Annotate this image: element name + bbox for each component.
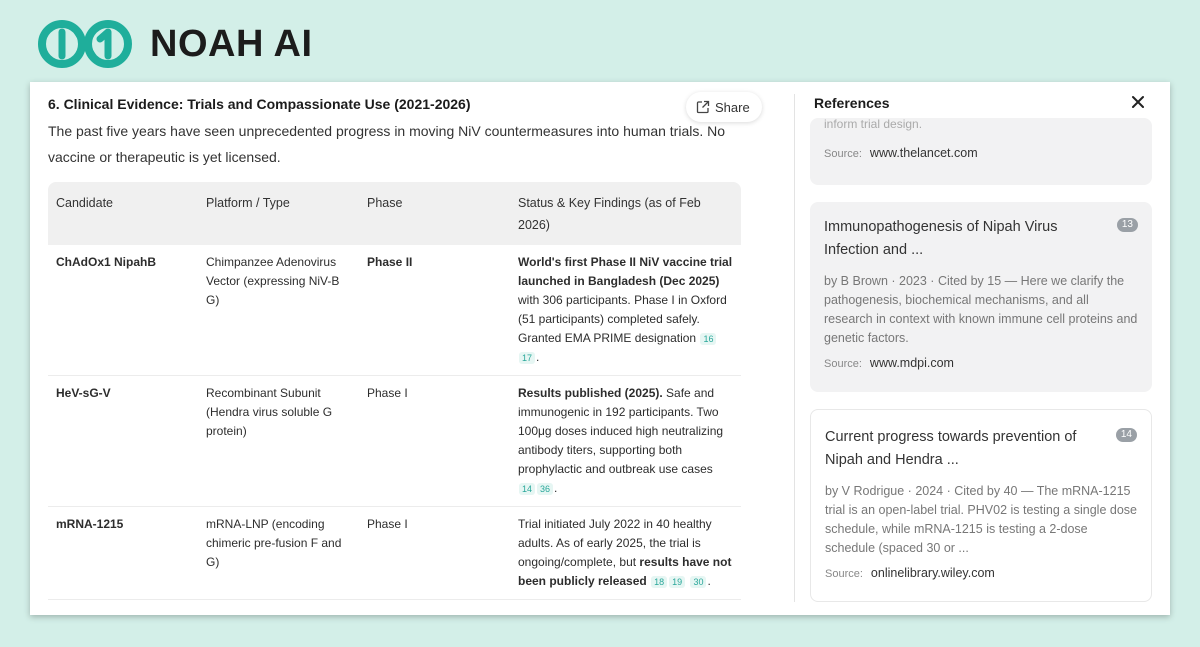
status-text: with 306 participants. Phase I in Oxford (51 participants) completed safely. Granted EMA PRIME designation <box>518 293 727 345</box>
header-candidate: Candidate <box>48 182 198 245</box>
share-icon <box>696 100 710 114</box>
header-phase: Phase <box>359 182 510 245</box>
status-end: . <box>536 350 540 364</box>
table-row <box>48 376 741 507</box>
citation-badge[interactable]: 14 <box>519 483 535 495</box>
reference-source <box>824 356 1138 370</box>
platform-cell: mRNA-LNP (encoding chimeric pre-fusion F and G) <box>198 507 359 600</box>
reference-number: 13 <box>1117 218 1138 232</box>
section-title: 6. Clinical Evidence: Trials and Compassionate Use (2021-2026) <box>48 96 471 112</box>
brand-name: NOAH AI <box>150 22 313 65</box>
reference-snippet: inform trial design. <box>824 117 923 131</box>
citation-badge[interactable]: 16 <box>700 333 716 345</box>
candidate-cell: ChAdOx1 NipahB <box>48 245 198 376</box>
source-label: Source: <box>825 568 863 580</box>
candidate-cell: mRNA-1215 <box>48 507 198 600</box>
citation-badge[interactable]: 18 <box>651 576 667 588</box>
share-label: Share <box>715 99 750 115</box>
table-row <box>48 507 741 600</box>
source-label: Source: <box>824 148 862 160</box>
source-domain[interactable]: www.thelancet.com <box>869 146 978 160</box>
status-end: . <box>707 574 711 588</box>
brand-header <box>36 18 313 70</box>
phase-cell: Phase I <box>359 376 510 507</box>
references-panel <box>796 82 1170 615</box>
references-list[interactable] <box>796 117 1170 615</box>
reference-number: 14 <box>1116 428 1137 442</box>
reference-source <box>825 566 1137 580</box>
status-end: . <box>554 481 558 495</box>
status-highlight: results have not been publicly released <box>518 555 732 588</box>
candidate-cell: HeV-sG-V <box>48 376 198 507</box>
clinical-evidence-table <box>48 182 741 600</box>
platform-cell: Recombinant Subunit (Hendra virus soluble G protein) <box>198 376 359 507</box>
close-icon[interactable] <box>1130 94 1146 110</box>
citation-badge[interactable]: 30 <box>690 576 706 588</box>
status-cell <box>510 376 741 507</box>
source-label: Source: <box>824 358 862 370</box>
header-platform: Platform / Type <box>198 182 359 245</box>
platform-cell: Chimpanzee Adenovirus Vector (expressing NiV-B G) <box>198 245 359 376</box>
references-title: References <box>814 95 890 111</box>
status-cell <box>510 507 741 600</box>
reference-title[interactable]: Immunopathogenesis of Nipah Virus Infection and ... <box>824 219 1058 258</box>
status-highlight: World's first Phase II NiV vaccine trial launched in Bangladesh (Dec 2025) <box>518 255 733 288</box>
report-content <box>30 82 790 615</box>
source-domain[interactable]: www.mdpi.com <box>869 356 954 370</box>
reference-title[interactable]: Current progress towards prevention of Nipah and Hendra ... <box>825 429 1077 468</box>
reference-snippet: by B Brown · 2023 · Cited by 15 — Here we clarify the pathogenesis, biochemical mechanisms, and all research in context with known immune cell proteins and genetic factors. <box>824 274 1138 345</box>
reference-card[interactable] <box>810 409 1152 602</box>
citation-badge[interactable]: 17 <box>519 352 535 364</box>
noah-logo-icon <box>36 18 134 70</box>
status-text: Safe and immunogenic in 192 participants. Two 100μg doses induced high neutralizing antibody titers, supporting both prophylactic and outbreak use cases <box>518 386 724 476</box>
table-header-row <box>48 182 741 245</box>
status-text: Trial initiated July 2022 in 40 healthy adults. As of early 2025, the trial is ongoing/complete, but <box>518 517 712 569</box>
header-status: Status & Key Findings (as of Feb 2026) <box>510 182 741 245</box>
status-cell <box>510 245 741 376</box>
reference-snippet: by V Rodrigue · 2024 · Cited by 40 — The mRNA-1215 trial is an open-label trial. PHV02 is testing a single dose schedule, while mRNA-1215 is testing a 2-dose schedule (spaced 30 or ... <box>825 484 1137 555</box>
table-row <box>48 245 741 376</box>
status-highlight: Results published (2025). <box>518 386 663 400</box>
reference-card[interactable] <box>810 118 1152 185</box>
source-domain[interactable]: onlinelibrary.wiley.com <box>870 566 995 580</box>
phase-cell: Phase I <box>359 507 510 600</box>
citation-badge[interactable]: 19 <box>669 576 685 588</box>
intro-paragraph: The past five years have seen unprecedented progress in moving NiV countermeasures into human trials. No vaccine or therapeutic is yet licensed. <box>48 123 726 165</box>
panel-divider <box>794 94 795 602</box>
reference-card[interactable] <box>810 202 1152 392</box>
phase-cell: Phase II <box>359 245 510 376</box>
reference-source <box>824 146 978 160</box>
citation-badge[interactable]: 36 <box>537 483 553 495</box>
content-panel <box>30 82 1170 615</box>
